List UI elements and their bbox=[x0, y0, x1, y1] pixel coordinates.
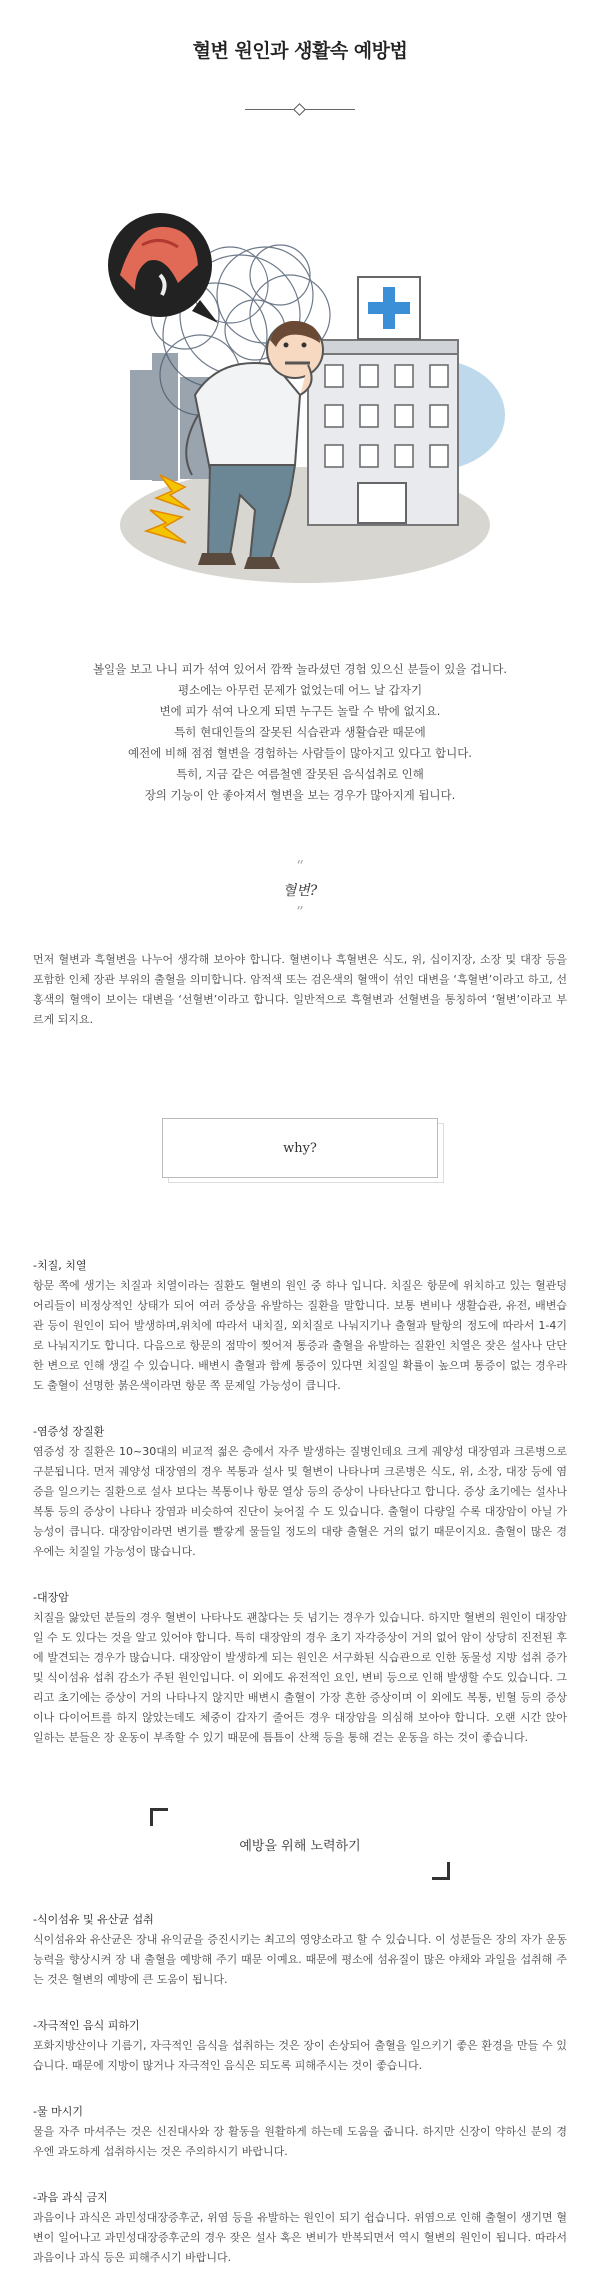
prevention-section bbox=[0, 2016, 600, 2076]
page-title: 혈변 원인과 생활속 예방법 bbox=[192, 40, 408, 62]
intro-line: 장의 기능이 안 좋아져서 혈변을 보는 경우가 많아지게 됩니다. bbox=[144, 788, 456, 802]
diamond-ornament bbox=[293, 103, 306, 116]
question-title: 혈변? bbox=[282, 883, 318, 899]
prevention-heading: -물 마시기 bbox=[33, 2105, 83, 2118]
question-heading bbox=[0, 858, 600, 920]
intro-line: 특히 현대인들의 잘못된 식습관과 생활습관 때문에 bbox=[174, 725, 426, 739]
intro-line: 평소에는 아무런 문제가 없었는데 어느 날 갑자기 bbox=[177, 683, 423, 697]
intro-line: 변에 피가 섞여 나오게 되면 누구든 놀랄 수 밖에 없지요. bbox=[159, 704, 441, 718]
intro-line: 예전에 비해 점점 혈변을 경험하는 사람들이 많아지고 있다고 합니다. bbox=[128, 746, 472, 760]
cause-section bbox=[0, 1256, 600, 1396]
title-divider bbox=[245, 103, 355, 117]
cause-body: 치질을 앓았던 분들의 경우 혈변이 나타나도 괜찮다는 듯 넘기는 경우가 있습니다. 하지만 혈변의 원인이 대장암일 수 도 있다는 것을 알고 있어야 합니다. 특히 대장암의 경우 초기 자각증상이 거의 없어 암이 상당히 진전된 후에 발견되는 경우가 많습니다. 대장암이 발생하게 되는 원인은 서구화된 식습관으로 인한 동물성 지방 섭취 증가 및 식이섬유 섭취 감소가 주된 원인입니다. 이 외에도 유전적인 요인, 변비 등으로 인해 발생할 수도 있습니다. 그리고 초기에는 증상이 거의 나타나지 않지만 배변시 출혈이 가장 흔한 증상이며 이 외에도 복통, 빈혈 등의 증상이나 다이어트를 하지 않았는데도 체중이 갑자기 줄어든 경우 대장암을 의심해 보아야 합니다. 오랜 시간 앉아 일하는 분들은 장 운동이 부족할 수 있기 때문에 틈틈이 산책 등을 통해 걷는 운동을 하는 것이 좋습니다. bbox=[33, 1611, 567, 1744]
cause-body: 항문 쪽에 생기는 치질과 치열이라는 질환도 혈변의 원인 중 하나 입니다. 치질은 항문에 위치하고 있는 혈관덩어리들이 비정상적인 상태가 되어 여러 증상을 유발하는 질환을 말합니다. 보통 변비나 생활습관, 유전, 배변습관 등이 원인이 되어 발생하며,위치에 따라서 내치질, 외치질로 나눠지기나 출혈과 탈항의 정도에 따라서 1-4기로 나눠지기도 합니다. 다음으로 항문의 점막이 찢어져 통증과 출혈을 유발하는 질환인 치열은 잦은 설사나 단단한 변으로 인해 생길 수 있습니다. 배변시 출혈과 함께 통증이 있다면 치질일 확률이 높으며 통증이 없는 경우라도 출혈이 선명한 붉은색이라면 항문 쪽 문제일 가능성이 큽니다. bbox=[33, 1279, 567, 1392]
why-box bbox=[162, 1118, 438, 1178]
prevention-body: 포화지방산이나 기름기, 자극적인 음식을 섭취하는 것은 장이 손상되어 출혈을 일으키기 좋은 환경을 만들 수 있습니다. 때문에 지방이 많거나 자극적인 음식은 되도록 피해주시는 것이 좋습니다. bbox=[33, 2039, 567, 2072]
cause-heading: -염증성 장질환 bbox=[33, 1425, 105, 1438]
quote-open-icon: “ bbox=[296, 857, 304, 875]
cause-heading: -대장암 bbox=[33, 1591, 69, 1604]
prevention-heading: -식이섬유 및 유산균 섭취 bbox=[33, 1913, 154, 1926]
cause-section bbox=[0, 1422, 600, 1562]
prevention-body: 식이섬유와 유산균은 장내 유익균을 증진시키는 최고의 영양소라고 할 수 있습니다. 이 성분들은 장의 자가 운동 능력을 향상시켜 장 내 출혈을 예방해 주기 때문 이예요. 때문에 평소에 섬유질이 많은 야채와 과일을 섭취해 주는 것은 혈변의 예방에 큰 도움이 됩니다. bbox=[33, 1933, 567, 1986]
hero-illustration bbox=[90, 165, 510, 595]
cause-body: 염증성 장 질환은 10~30대의 비교적 젊은 층에서 자주 발생하는 질병인데요 크게 궤양성 대장염과 크론병으로 구분됩니다. 먼저 궤양성 대장염의 경우 복통과 설사 및 혈변이 나타나며 크론병은 식도, 위, 소장, 대장 등에 염증을 일으키는 질환으로 설사 보다는 복통이나 항문 열상 등의 증상이 나타난다고 합니다. 증상 초기에는 설사나 복통 등의 증상이 나타나 장염과 비슷하여 진단이 늦어질 수 도 있습니다. 출혈이 다량일 수록 대장암이 아닐 가능성이 큽니다. 대장암이라면 변기를 빨갛게 물들일 정도의 대량 출혈은 거의 없기 때문이지요. 출혈이 많은 경우에는 치질일 가능성이 많습니다. bbox=[33, 1445, 567, 1558]
prevention-heading: -자극적인 음식 피하기 bbox=[33, 2019, 140, 2032]
prevention-section bbox=[0, 2188, 600, 2268]
prevention-heading-box bbox=[150, 1808, 450, 1880]
intro-line: 볼일을 보고 나니 피가 섞여 있어서 깜짝 놀라셨던 경험 있으신 분들이 있을 겁니다. bbox=[92, 662, 508, 676]
prevention-body: 과음이나 과식은 과민성대장증후군, 위염 등을 유발하는 원인이 되기 쉽습니다. 위염으로 인해 출혈이 생기면 혈변이 일어나고 과민성대장증후군의 경우 잦은 설사 혹은 변비가 반복되면서 역시 혈변의 원인이 됩니다. 따라서 과음이나 과식 등은 피해주시기 바랍니다. bbox=[33, 2211, 567, 2264]
why-label: why? bbox=[162, 1118, 438, 1178]
cause-heading: -치질, 치열 bbox=[33, 1259, 87, 1272]
intro-text bbox=[0, 659, 600, 806]
prevention-section bbox=[0, 1910, 600, 1990]
quote-close-icon: ” bbox=[296, 903, 304, 921]
prevention-title: 예방을 위해 노력하기 bbox=[239, 1838, 361, 1854]
definition-paragraph: 먼저 혈변과 흑혈변을 나누어 생각해 보아야 합니다. 혈변이나 흑혈변은 식도, 위, 십이지장, 소장 및 대장 등을 포함한 인체 장관 부위의 출혈을 의미합니다. 암적색 또는 검은색의 혈액이 섞인 대변을 ‘흑혈변’이라고 하고, 선홍색의 혈액이 보이는 대변을 ‘선혈변’이라고 합니다. 일반적으로 흑혈변과 선혈변을 통칭하여 ‘혈변’이라고 부르게 되지요. bbox=[33, 953, 567, 1026]
prevention-heading: -과음 과식 금지 bbox=[33, 2191, 108, 2204]
thought-bubble bbox=[108, 213, 218, 323]
prevention-body: 물을 자주 마셔주는 것은 신진대사와 장 활동을 원활하게 하는데 도움을 줍니다. 하지만 신장이 약하신 분의 경우엔 과도하게 섭취하시는 것은 주의하시기 바랍니다. bbox=[33, 2125, 567, 2158]
cause-section bbox=[0, 1588, 600, 1748]
prevention-section bbox=[0, 2102, 600, 2162]
hospital-cross-h bbox=[368, 302, 410, 314]
hospital-door bbox=[358, 483, 406, 523]
intro-line: 특히, 지금 같은 여름철엔 잘못된 음식섭취로 인해 bbox=[176, 767, 424, 781]
